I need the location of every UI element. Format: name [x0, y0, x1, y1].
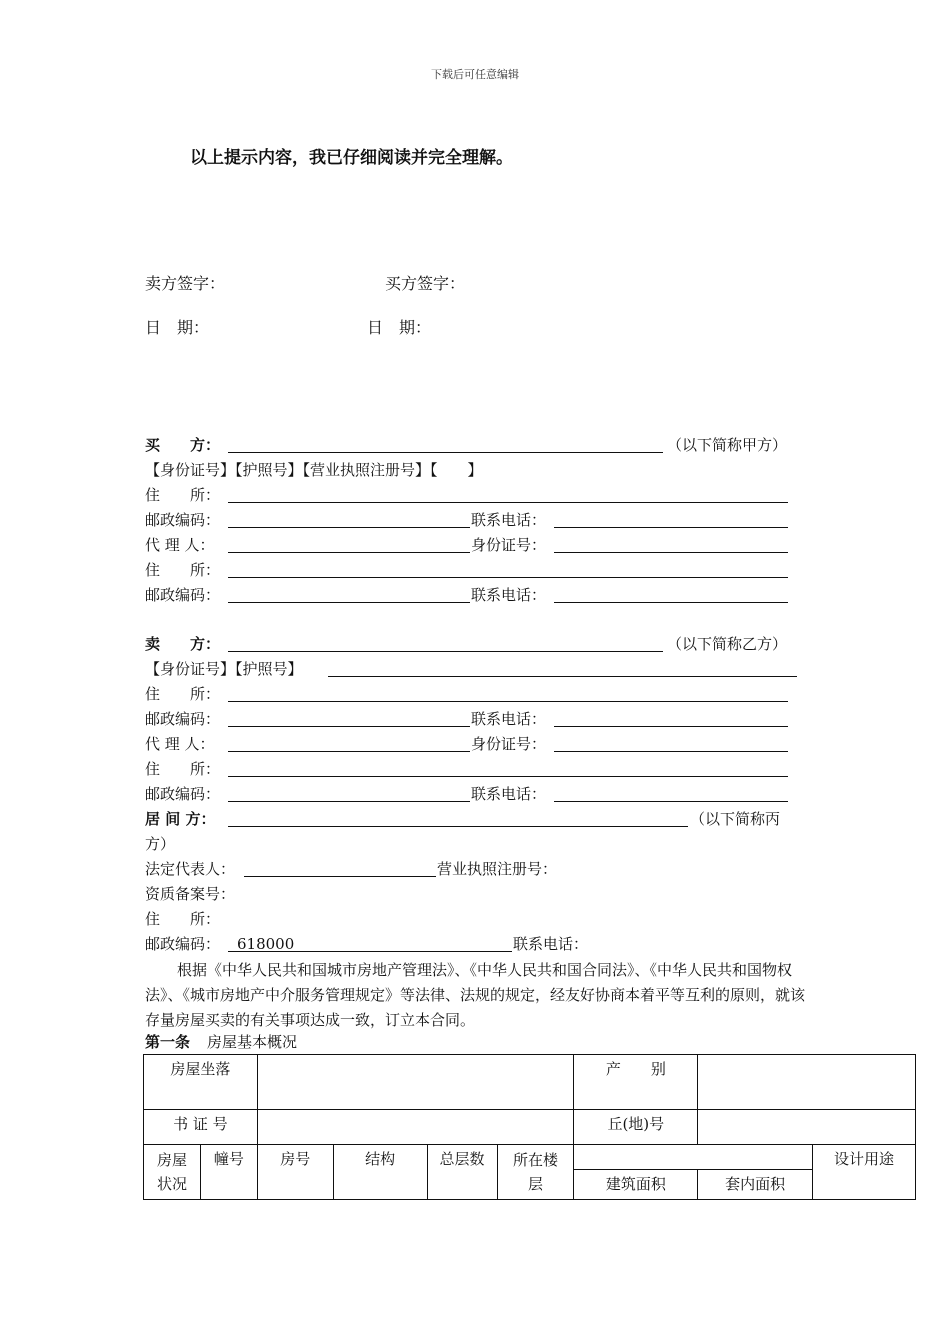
page-header-note: 下载后可任意编辑: [431, 68, 519, 81]
buyer-agent-id-field[interactable]: [554, 552, 788, 553]
status-label-line2: 状况: [156, 1175, 187, 1193]
article-1-number: 第一条: [145, 1033, 191, 1051]
seller-agent-label: 代 理 人：: [145, 735, 215, 753]
buyer-agent-address-label: 住 所：: [145, 561, 221, 579]
acknowledgement-text: 以上提示内容，我已仔细阅读并完全理解。: [190, 148, 513, 168]
area-header-cell: [574, 1145, 813, 1170]
buyer-id-types: 【身份证号】【护照号】【营业执照注册号】【 】: [145, 461, 483, 479]
table-row: [144, 1110, 916, 1145]
certificate-label-cell: [144, 1110, 258, 1145]
seller-id-types: 【身份证号】【护照号】: [145, 660, 303, 678]
structure-cell: [333, 1145, 427, 1200]
seller-phone-field[interactable]: [554, 726, 788, 727]
broker-suffix: （以下简称丙: [690, 810, 781, 828]
seller-label: 卖 方：: [145, 635, 221, 653]
buyer-agent-postcode-label: 邮政编码：: [145, 586, 221, 604]
broker-legal-rep-field[interactable]: [244, 876, 436, 877]
lot-label-cell: [574, 1110, 698, 1145]
design-use-cell: [813, 1145, 916, 1200]
room-no-cell: [257, 1145, 333, 1200]
buyer-name-field[interactable]: [228, 452, 663, 453]
property-info-table: [143, 1054, 916, 1200]
seller-address-field[interactable]: [228, 701, 788, 702]
article-1-title: 房屋基本概况: [207, 1033, 298, 1051]
broker-name-field[interactable]: [228, 826, 688, 827]
inner-area-label: 套内面积: [725, 1175, 786, 1194]
buyer-postcode-label: 邮政编码：: [145, 511, 221, 529]
seller-agent-address-field[interactable]: [228, 776, 788, 777]
buyer-phone-label: 联系电话：: [471, 511, 547, 529]
status-label-cell: [144, 1145, 201, 1200]
broker-label: 居 间 方：: [145, 810, 216, 828]
broker-license-label: 营业执照注册号：: [437, 860, 558, 878]
seller-agent-address-label: 住 所：: [145, 760, 221, 778]
buyer-agent-label: 代 理 人：: [145, 536, 215, 554]
room-no-label: 房号: [280, 1150, 311, 1168]
location-label: 房屋坐落: [170, 1060, 231, 1078]
broker-legal-rep-label: 法定代表人：: [145, 860, 236, 878]
building-no-label: 幢号: [213, 1150, 244, 1168]
seller-agent-id-label: 身份证号：: [471, 735, 547, 753]
structure-label: 结构: [365, 1150, 396, 1168]
location-value-cell[interactable]: [257, 1055, 574, 1110]
building-no-cell: [200, 1145, 257, 1200]
floor-label-line2: 层: [527, 1175, 543, 1193]
seller-address-label: 住 所：: [145, 685, 221, 703]
seller-agent-postcode-field[interactable]: [228, 801, 470, 802]
broker-address-label: 住 所：: [145, 910, 221, 928]
seller-agent-phone-label: 联系电话：: [471, 785, 547, 803]
floor-cell: [497, 1145, 574, 1200]
total-floors-cell: [427, 1145, 497, 1200]
inner-area-cell: [698, 1170, 813, 1200]
seller-date-label: 日 期：: [145, 318, 210, 337]
seller-agent-id-field[interactable]: [554, 751, 788, 752]
broker-postcode-value: 618000: [237, 935, 295, 953]
broker-postcode-label: 邮政编码：: [145, 935, 221, 953]
buyer-agent-field[interactable]: [228, 552, 470, 553]
buyer-signature-label: 买方签字：: [385, 274, 466, 293]
buyer-agent-phone-field[interactable]: [554, 602, 788, 603]
buyer-address-field[interactable]: [228, 502, 788, 503]
seller-suffix: （以下简称乙方）: [667, 635, 788, 653]
buyer-agent-id-label: 身份证号：: [471, 536, 547, 554]
property-type-label-cell: [574, 1055, 698, 1110]
seller-postcode-field[interactable]: [228, 726, 470, 727]
property-type-value-cell[interactable]: [698, 1055, 916, 1110]
buyer-date-label: 日 期：: [367, 318, 432, 337]
contract-preamble: 根据《中华人民共和国城市房地产管理法》、《中华人民共和国合同法》、《中华人民共和国物权法》、《城市房地产中介服务管理规定》等法律、法规的规定，经友好协商本着平等互利的原则，就该存量房屋买卖的有关事项达成一致，订立本合同。: [145, 961, 806, 1029]
buyer-phone-field[interactable]: [554, 527, 788, 528]
lot-value-cell[interactable]: [698, 1110, 916, 1145]
lot-label: 丘(地)号: [607, 1115, 665, 1133]
gross-area-label: 建筑面积: [605, 1175, 666, 1194]
status-label-line1: 房屋: [156, 1151, 187, 1169]
seller-signature-label: 卖方签字：: [145, 274, 226, 293]
seller-postcode-label: 邮政编码：: [145, 710, 221, 728]
seller-phone-label: 联系电话：: [471, 710, 547, 728]
buyer-label: 买 方：: [145, 436, 221, 454]
location-label-cell: [144, 1055, 258, 1110]
seller-agent-phone-field[interactable]: [554, 801, 788, 802]
total-floors-label: 总层数: [439, 1150, 485, 1168]
buyer-agent-postcode-field[interactable]: [228, 602, 470, 603]
broker-suffix-cont: 方）: [145, 835, 176, 853]
property-type-label: 产 别: [605, 1060, 666, 1078]
seller-name-field[interactable]: [228, 651, 663, 652]
seller-agent-postcode-label: 邮政编码：: [145, 785, 221, 803]
buyer-agent-phone-label: 联系电话：: [471, 586, 547, 604]
design-use-label: 设计用途: [834, 1150, 895, 1168]
certificate-value-cell[interactable]: [257, 1110, 574, 1145]
buyer-address-label: 住 所：: [145, 486, 221, 504]
buyer-postcode-field[interactable]: [228, 527, 470, 528]
broker-phone-label: 联系电话：: [513, 935, 589, 953]
seller-agent-field[interactable]: [228, 751, 470, 752]
buyer-agent-address-field[interactable]: [228, 577, 788, 578]
table-row: [144, 1055, 916, 1110]
floor-label-line1: 所在楼: [512, 1151, 558, 1169]
table-row: [144, 1145, 916, 1170]
seller-id-field[interactable]: [328, 676, 797, 677]
gross-area-cell: [574, 1170, 698, 1200]
buyer-suffix: （以下简称甲方）: [667, 436, 788, 454]
certificate-label: 书 证 号: [173, 1115, 228, 1133]
broker-qualification-label: 资质备案号：: [145, 885, 236, 903]
